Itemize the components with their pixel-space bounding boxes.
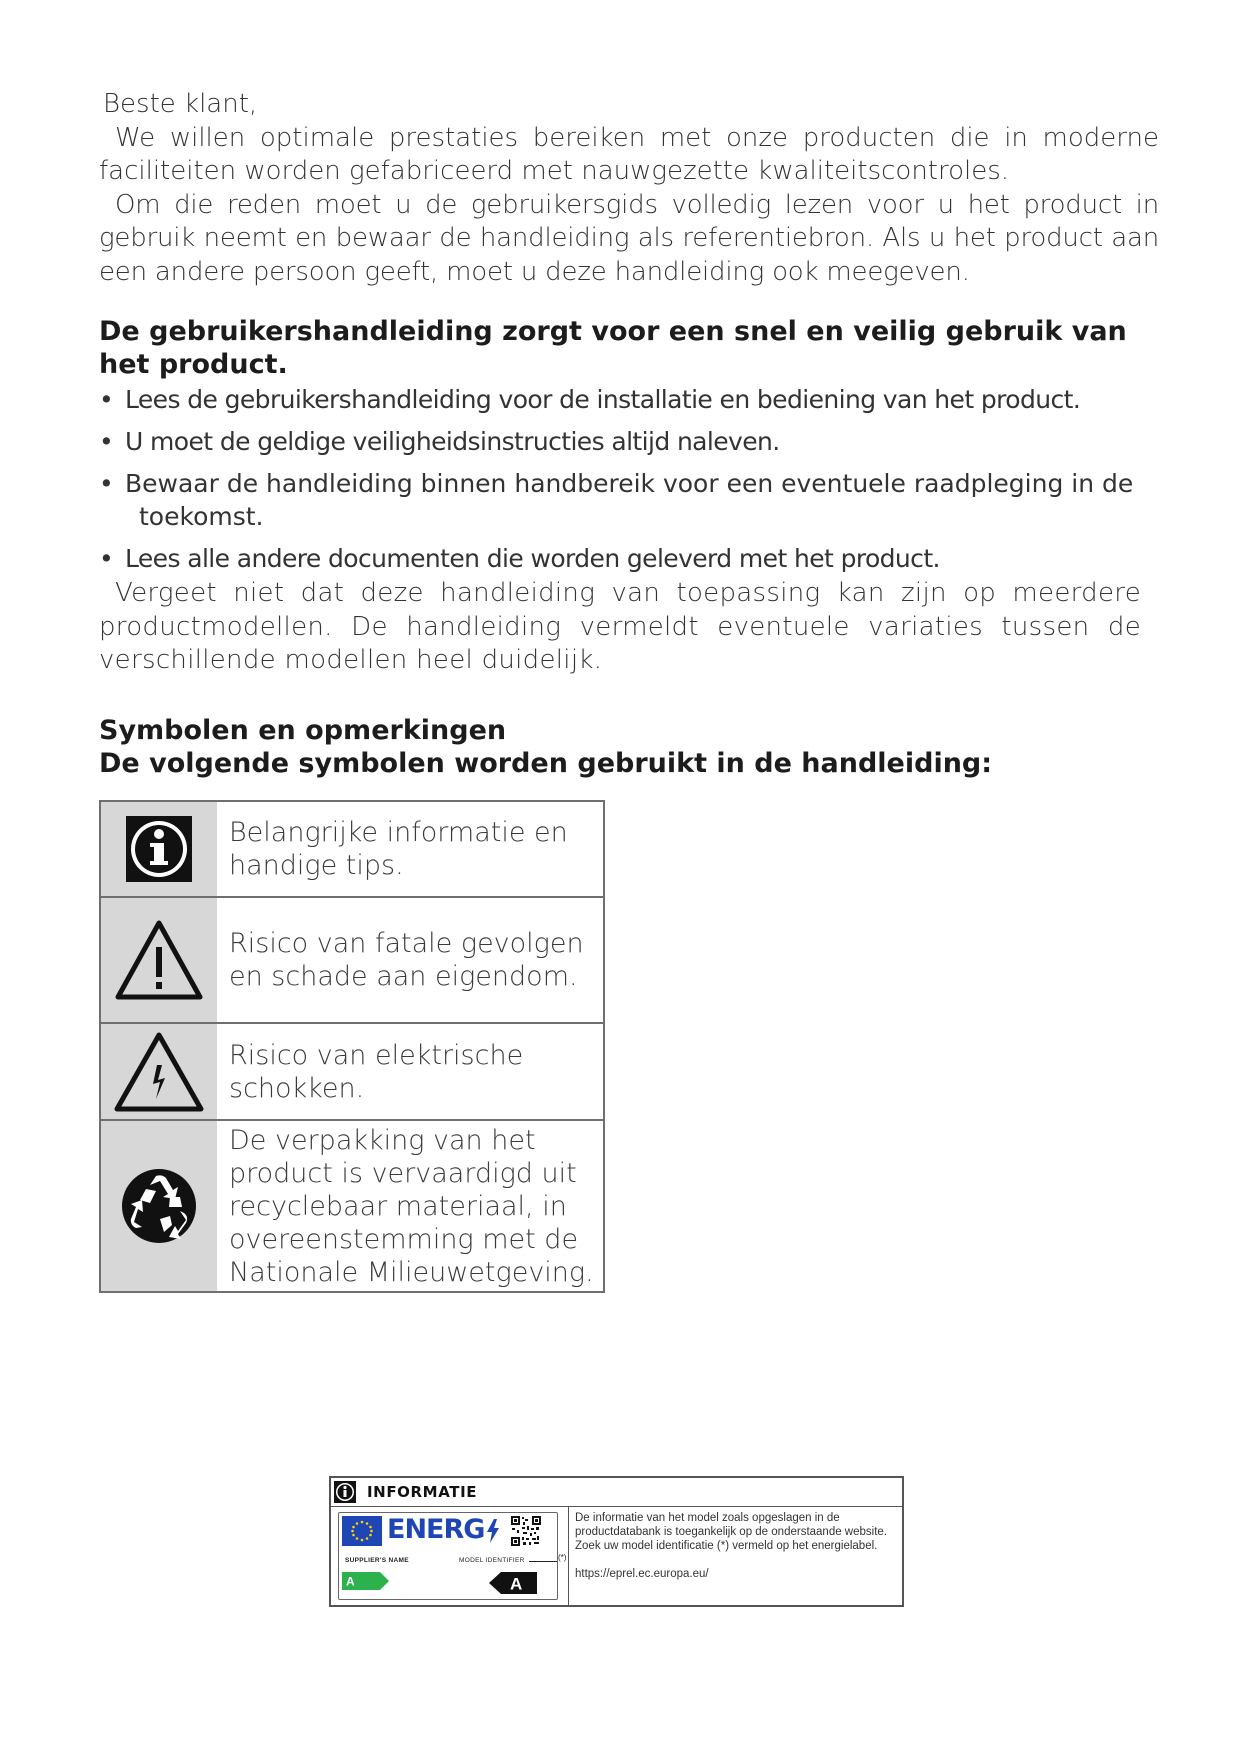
symbol-icon-cell	[100, 1120, 217, 1292]
information-box-title: INFORMATIE	[367, 1483, 478, 1501]
symbol-icon-cell	[100, 1023, 217, 1120]
intro-paragraph-1: We willen optimale prestaties bereiken met onze producten die in moderne faciliteiten worden gefabriceerd met nauwgezette kwaliteitscontroles.	[99, 122, 1159, 186]
warning-icon	[114, 919, 204, 1001]
information-description: De informatie van het model zoals opgeslagen in de productdatabank is toegankelijk op de onderstaande website. Zoek uw model identificatie (*) vermeld op het energielabel.	[575, 1512, 887, 1552]
supplier-name-label: SUPPLIER'S NAME	[345, 1557, 409, 1564]
energy-class-left: A	[346, 1574, 355, 1589]
symbol-icon-cell	[100, 897, 217, 1023]
model-identifier-marker: (*)	[558, 1553, 567, 1562]
table-row	[100, 801, 604, 897]
intro-paragraph-2: Om die reden moet u de gebruikersgids volledig lezen voor u het product in gebruik neemt en bewaar de handleiding als referentiebron. Als u het product aan een andere persoon geeft, moet u deze handleiding ook meegeven.	[99, 189, 1159, 287]
information-box-header	[331, 1478, 902, 1507]
recycle-icon	[120, 1167, 198, 1245]
symbols-subheading: De volgende symbolen worden gebruikt in de handleiding:	[99, 747, 993, 779]
table-row	[100, 1023, 604, 1120]
energy-label	[338, 1512, 567, 1600]
info-icon	[124, 814, 194, 884]
eprel-link[interactable]: https://eprel.ec.europa.eu/	[575, 1568, 709, 1580]
manual-page	[99, 88, 1159, 780]
energy-bolt-icon	[487, 1519, 499, 1543]
symbol-description: Risico van fatale gevolgen en schade aan eigendom.	[217, 897, 604, 1023]
electric-shock-icon	[113, 1031, 205, 1113]
usage-bullet-list	[99, 383, 1159, 575]
usage-heading: De gebruikershandleiding zorgt voor een snel en veilig gebruik van het product.	[99, 316, 1127, 380]
symbols-table	[99, 800, 605, 1293]
info-icon	[334, 1481, 356, 1503]
symbol-description: De verpakking van het product is vervaardigd uit recyclebaar materiaal, in overeenstemming met de Nationale Milieuwetgeving.	[217, 1120, 604, 1292]
salutation: Beste klant,	[103, 89, 258, 119]
energy-class-green-arrow	[342, 1572, 390, 1590]
list-item: • U moet de geldige veiligheidsinstructies altijd naleven.	[99, 425, 1159, 458]
symbol-description: Belangrijke informatie en handige tips.	[217, 801, 604, 897]
energy-label-area	[331, 1506, 569, 1605]
list-item: • Lees alle andere documenten die worden geleverd met het product.	[99, 542, 1159, 575]
symbol-description: Risico van elektrische schokken.	[217, 1023, 604, 1120]
list-item-text: Bewaar de handleiding binnen handbereik voor een eventuele raadpleging in de	[125, 469, 1134, 498]
qr-code-icon	[511, 1516, 541, 1546]
information-box	[329, 1476, 904, 1607]
variations-note: Vergeet niet dat deze handleiding van toepassing kan zijn op meerdere productmodellen. De handleiding vermeldt eventuele variaties tussen de verschillende modellen heel duidelijk.	[99, 578, 1141, 675]
symbols-heading: Symbolen en opmerkingen	[99, 714, 507, 746]
energy-class-black-arrow	[489, 1572, 537, 1594]
list-item	[99, 467, 1159, 533]
list-item-continuation: toekomst.	[139, 502, 264, 531]
symbol-icon-cell	[100, 801, 217, 897]
list-item: • Lees de gebruikershandleiding voor de installatie en bediening van het product.	[99, 383, 1159, 416]
model-identifier-label: MODEL IDENTIFIER	[459, 1557, 525, 1564]
energy-brand: ENERG	[387, 1514, 485, 1545]
table-row	[100, 1120, 604, 1292]
table-row	[100, 897, 604, 1023]
model-identifier-pointer	[529, 1561, 557, 1562]
eu-flag-icon	[342, 1516, 382, 1546]
energy-class-right: A	[510, 1574, 523, 1594]
